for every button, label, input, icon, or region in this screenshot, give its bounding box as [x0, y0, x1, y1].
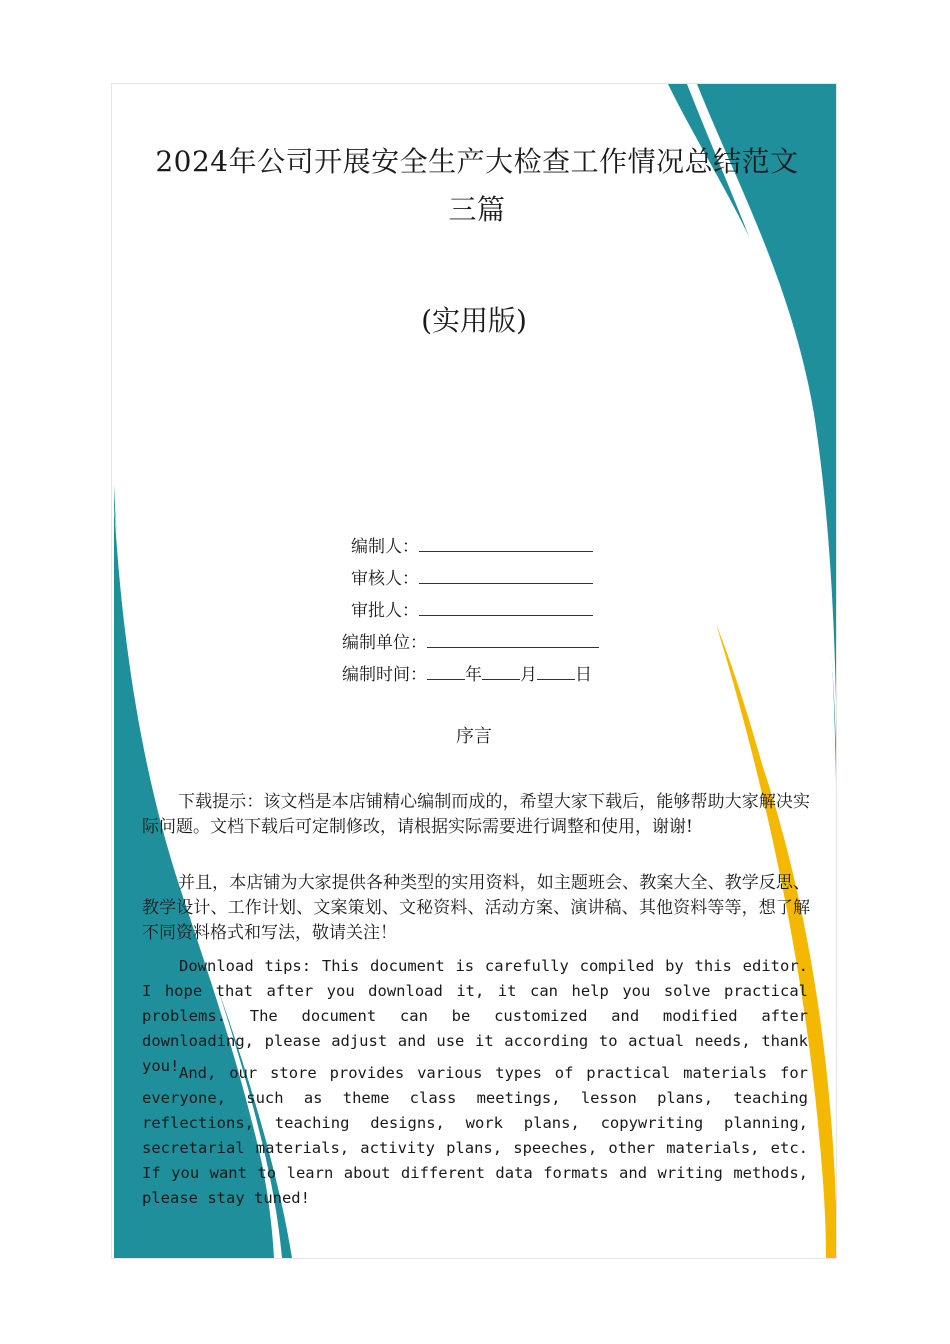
- compiler-blank: [419, 533, 593, 552]
- approver-blank: [419, 597, 593, 616]
- reviewer-field: [351, 565, 593, 591]
- unit-field: [342, 629, 599, 655]
- year-label: 年: [465, 665, 482, 685]
- year-blank: [427, 661, 465, 680]
- month-label: 月: [520, 665, 537, 685]
- time-field: [342, 661, 592, 687]
- title-line-2: 三篇: [448, 193, 506, 226]
- day-label: 日: [575, 665, 592, 685]
- document-page: [111, 83, 837, 1259]
- unit-label: 编制单位：: [342, 633, 427, 653]
- title-line-1: 2024年公司开展安全生产大检查工作情况总结范文: [155, 145, 799, 178]
- preface-heading: 序言: [456, 726, 492, 747]
- preface-paragraph-3: Download tips: This document is carefully compiled by this editor. I hope that after you download it, it can help you solve practical problems. The document can be customized and modified after downloading, please adjust and use it according to actual needs, thank you!: [142, 957, 808, 1075]
- approver-field: [351, 597, 593, 623]
- preface-paragraph-4: And, our store provides various types of practical materials for everyone, such as theme class meetings, lesson plans, teaching reflections, teaching designs, work plans, copywriting planning, secretarial materials, activity plans, speeches, other materials, etc. If you want to learn about different data formats and writing methods, please stay tuned!: [142, 1064, 808, 1207]
- reviewer-label: 审核人：: [351, 569, 419, 589]
- compiler-field: [351, 533, 593, 559]
- day-blank: [537, 661, 575, 680]
- document-subtitle: (实用版): [421, 304, 527, 337]
- unit-blank: [427, 629, 599, 648]
- reviewer-blank: [419, 565, 593, 584]
- time-label: 编制时间：: [342, 665, 427, 685]
- approver-label: 审批人：: [351, 601, 419, 621]
- compiler-label: 编制人：: [351, 537, 419, 557]
- preface-paragraph-2: 并且，本店铺为大家提供各种类型的实用资料，如主题班会、教案大全、教学反思、教学设计、工作计划、文案策划、文秘资料、活动方案、演讲稿、其他资料等等，想了解不同资料格式和写法，敬请关注！: [142, 873, 810, 943]
- month-blank: [482, 661, 520, 680]
- document-title: [132, 138, 822, 234]
- preface-paragraph-1: 下载提示：该文档是本店铺精心编制而成的，希望大家下载后，能够帮助大家解决实际问题。文档下载后可定制修改，请根据实际需要进行调整和使用，谢谢!: [142, 792, 810, 837]
